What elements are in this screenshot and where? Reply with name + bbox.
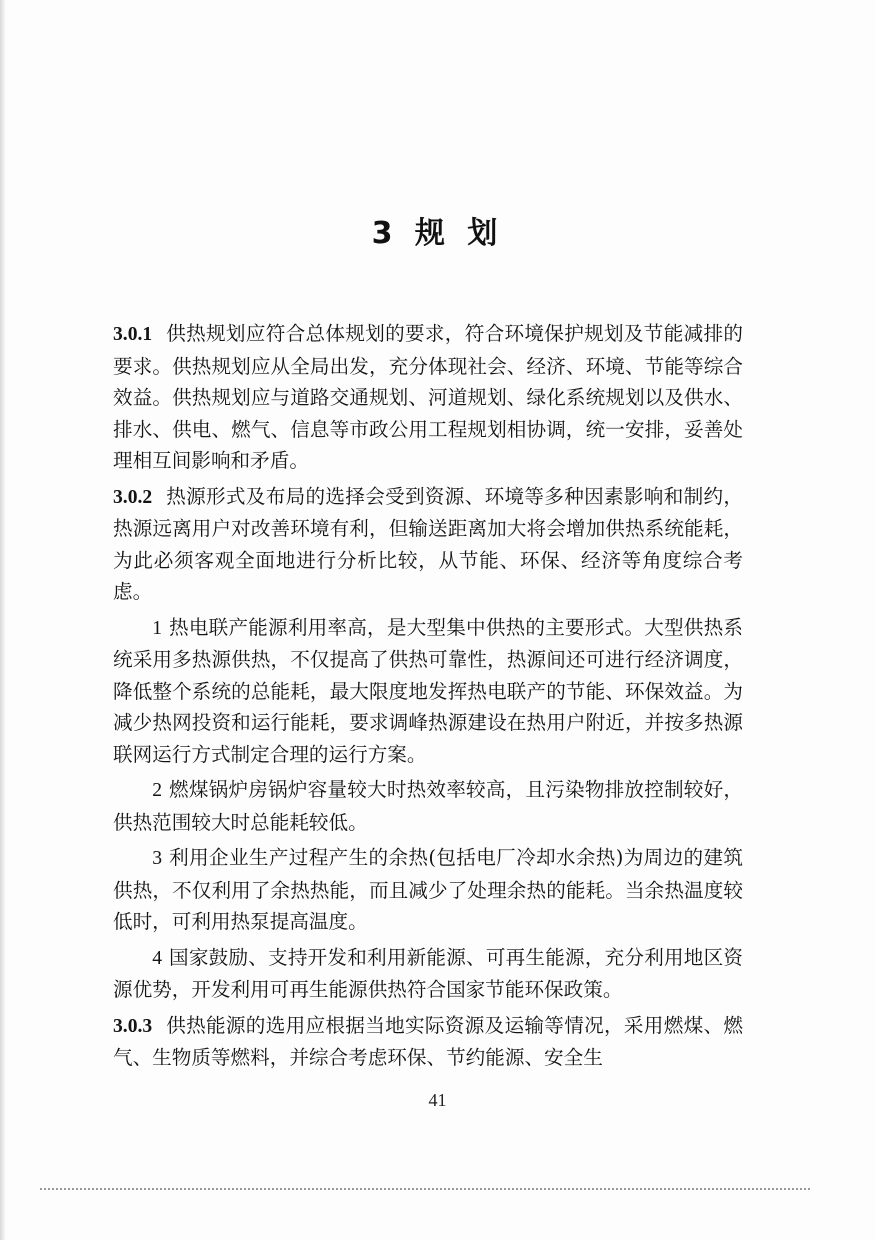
page-number: 41 bbox=[428, 1090, 447, 1110]
item-number: 4 bbox=[152, 947, 162, 969]
chapter-title: 3 规 划 bbox=[371, 216, 504, 251]
item-text: 热电联产能源利用率高，是大型集中供热的主要形式。大型供热系统采用多热源供热，不仅提高了供热可靠性，热源间还可进行经济调度，降低整个系统的总能耗，最大限度地发挥热电联产的节能、环保效益。为减少热网投资和运行能耗，要求调峰热源建设在热用户附近，并按多热源联网运行方式制定合理的运行方案。 bbox=[113, 615, 743, 766]
item-text: 燃煤锅炉房锅炉容量较大时热效率较高，且污染物排放控制较好，供热范围较大时总能耗较低。 bbox=[113, 778, 743, 834]
item-text: 利用企业生产过程产生的余热(包括电厂冷却水余热)为周边的建筑供热，不仅利用了余热热能，而且减少了处理余热的能耗。当余热温度较低时，可利用热泵提高温度。 bbox=[113, 846, 743, 933]
item-number: 1 bbox=[152, 617, 162, 639]
scan-shadow-edge bbox=[0, 0, 6, 1240]
clause-3-0-3 bbox=[113, 1010, 743, 1074]
clause-text: 供热能源的选用应根据当地实际资源及运输等情况，采用燃煤、燃气、生物质等燃料，并综合考虑环保、节约能源、安全生 bbox=[113, 1013, 743, 1069]
clause-item bbox=[113, 842, 743, 938]
body-text bbox=[113, 318, 743, 1078]
clause-number: 3.0.2 bbox=[113, 486, 153, 508]
item-number: 3 bbox=[152, 848, 162, 869]
clause-item bbox=[113, 942, 743, 1006]
item-number: 2 bbox=[152, 780, 162, 801]
clause-number: 3.0.3 bbox=[113, 1015, 153, 1037]
clause-text: 供热规划应符合总体规划的要求，符合环境保护规划及节能减排的要求。供热规划应从全局出发，充分体现社会、经济、环境、节能等综合效益。供热规划应与道路交通规划、河道规划、绿化系统规划以及供水、排水、供电、燃气、信息等市政公用工程规划相协调，统一安排，妥善处理相互间影响和矛盾。 bbox=[113, 322, 743, 472]
clause-item bbox=[113, 612, 743, 771]
scan-dotted-line bbox=[40, 1188, 810, 1190]
item-text: 国家鼓励、支持开发和利用新能源、可再生能源，充分利用地区资源优势，开发利用可再生能源供热符合国家节能环保政策。 bbox=[113, 945, 743, 1001]
clause-3-0-1 bbox=[113, 318, 743, 477]
clause-item bbox=[113, 774, 743, 838]
clause-text: 热源形式及布局的选择会受到资源、环境等多种因素影响和制约，热源远离用户对改善环境有利，但输送距离加大将会增加供热系统能耗，为此必须客观全面地进行分析比较，从节能、环保、经济等角度综合考虑。 bbox=[113, 484, 743, 603]
clause-3-0-2 bbox=[113, 481, 743, 608]
clause-number: 3.0.1 bbox=[113, 324, 153, 345]
